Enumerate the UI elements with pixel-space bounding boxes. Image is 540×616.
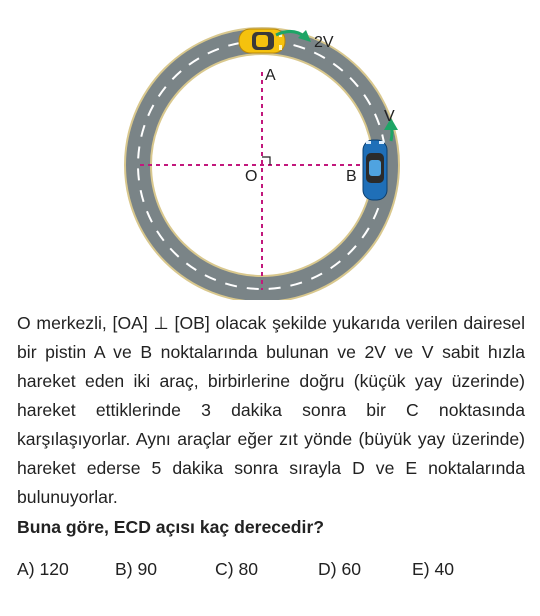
question-text: Buna göre, ECD açısı kaç derecedir? bbox=[17, 517, 325, 537]
point-label-a: A bbox=[265, 67, 276, 84]
option-e[interactable]: E) 40 bbox=[412, 559, 455, 579]
option-b[interactable]: B) 90 bbox=[115, 559, 158, 579]
problem-text: O merkezli, [OA] ⊥ [OB] olacak şekilde yukarıda verilen dairesel bir pistin A ve B noktalarında bulunan ve 2V ve V sabit hızla hareket eden iki araç, birbirlerine doğru (küçük yay üzerinde) hareket ettiklerinde 3 dakika sonra bir C noktasında karşılaşıyorlar. Aynı araçlar eğer zıt yönde (büyük yay üzerinde) hareket ederse 5 dakika sonra sırayla D ve E noktalarında bulunuyorlar. bbox=[17, 313, 525, 507]
right-angle-mark bbox=[262, 157, 270, 165]
option-d[interactable]: D) 60 bbox=[318, 559, 362, 579]
circular-track-figure bbox=[0, 0, 540, 300]
option-c[interactable]: C) 80 bbox=[215, 559, 259, 579]
center-label-o: O bbox=[245, 168, 258, 185]
problem-statement bbox=[17, 309, 525, 512]
option-a[interactable]: A) 120 bbox=[17, 559, 69, 579]
speed-label-a: 2V bbox=[314, 34, 334, 51]
speed-label-b: V bbox=[384, 108, 395, 125]
point-label-b: B bbox=[346, 168, 357, 185]
car-b bbox=[363, 140, 387, 200]
